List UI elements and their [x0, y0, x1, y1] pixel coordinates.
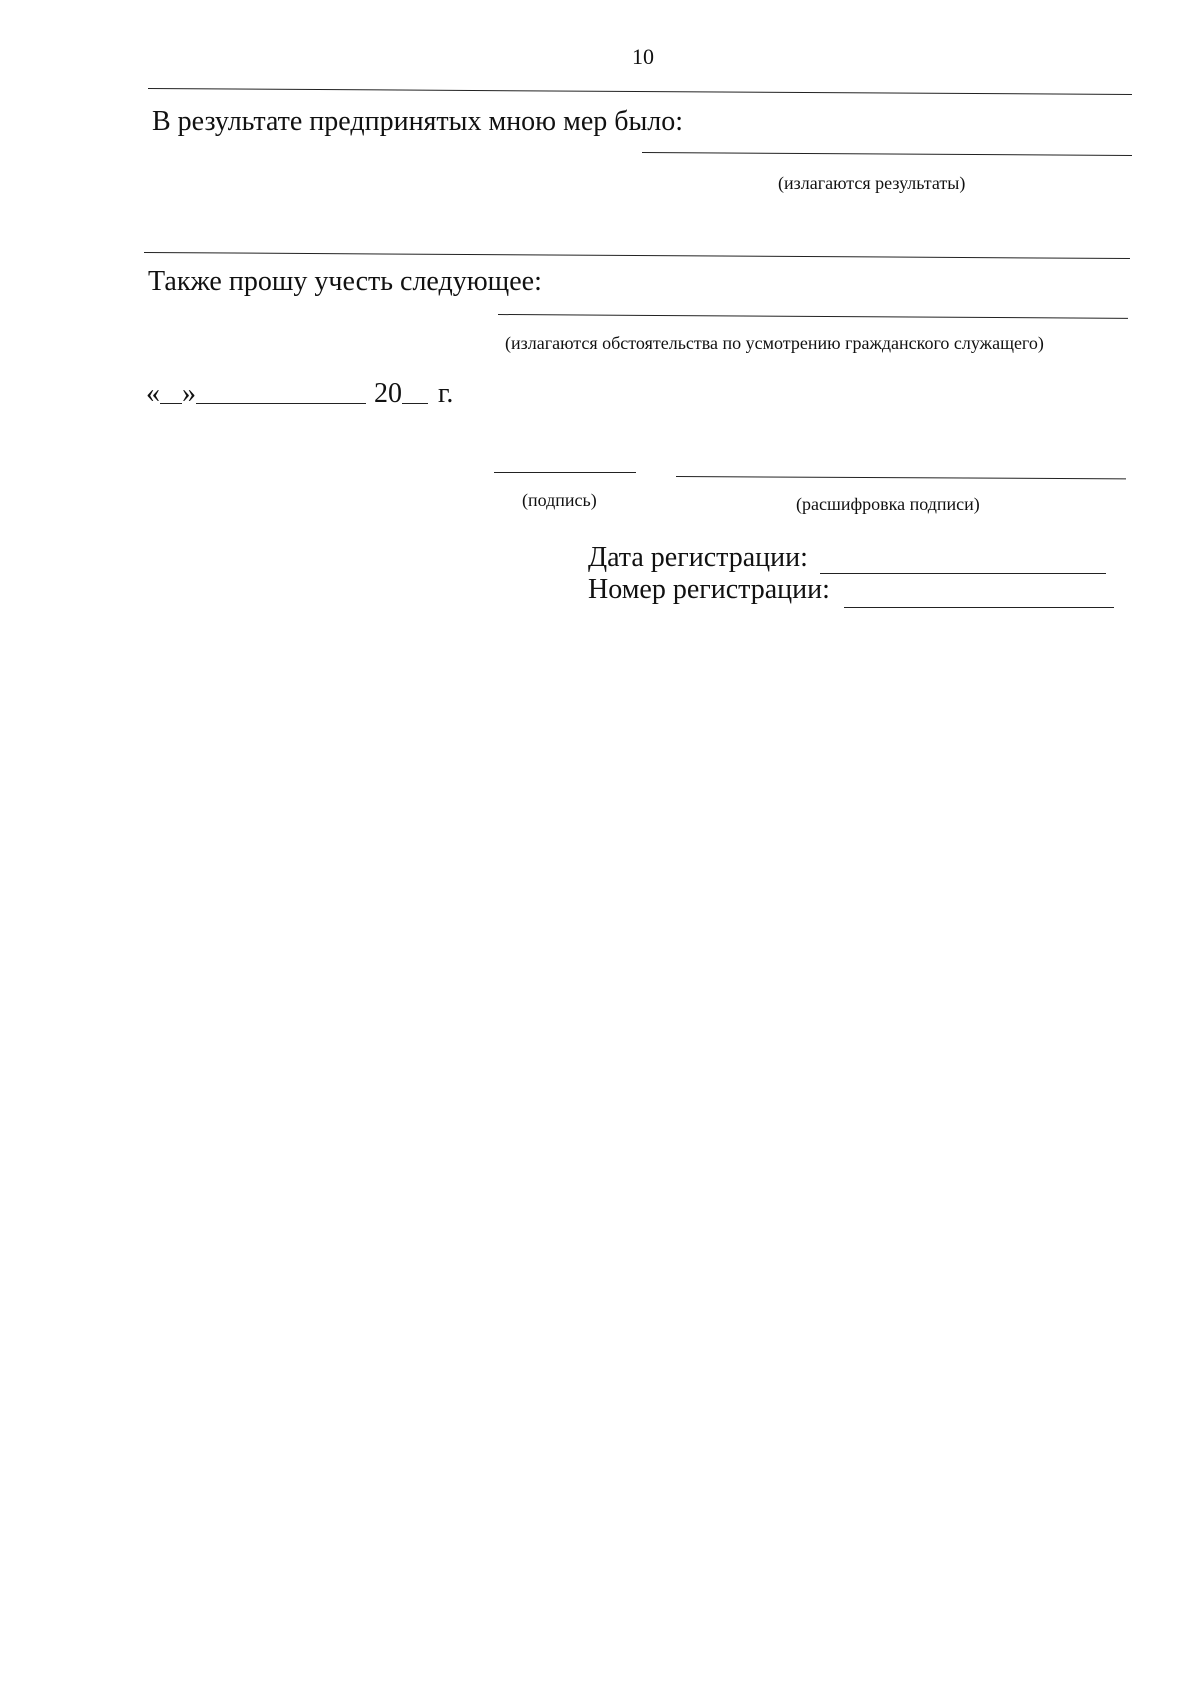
- signature-caption: (подпись): [522, 490, 597, 510]
- registration-date-label: Дата регистрации:: [588, 542, 808, 573]
- request-label: Также прошу учесть следующее:: [148, 266, 542, 297]
- top-rule: [148, 88, 1132, 95]
- year-prefix: 20: [374, 378, 402, 409]
- registration-number-line[interactable]: [844, 607, 1114, 608]
- signature-line[interactable]: [494, 472, 636, 473]
- day-blank[interactable]: [160, 379, 182, 404]
- results-caption: (излагаются результаты): [778, 173, 966, 193]
- results-second-line[interactable]: [144, 252, 1130, 259]
- date-open-quote: «: [146, 378, 160, 409]
- results-label: В результате предпринятых мною мер было:: [152, 106, 684, 137]
- signature-transcript-caption: (расшифровка подписи): [796, 494, 980, 514]
- year-blank[interactable]: [402, 379, 428, 404]
- date-close-quote: »: [182, 378, 196, 409]
- results-fill-line[interactable]: [642, 152, 1132, 156]
- registration-date-line[interactable]: [820, 573, 1106, 574]
- registration-number-label: Номер регистрации:: [588, 574, 830, 605]
- page-number: 10: [632, 44, 654, 69]
- year-suffix: г.: [438, 378, 454, 409]
- signature-transcript-line[interactable]: [676, 476, 1126, 479]
- request-fill-line[interactable]: [498, 314, 1128, 319]
- date-line: [146, 378, 453, 410]
- request-caption: (излагаются обстоятельства по усмотрению гражданского служащего): [505, 333, 1044, 353]
- month-blank[interactable]: [196, 379, 366, 404]
